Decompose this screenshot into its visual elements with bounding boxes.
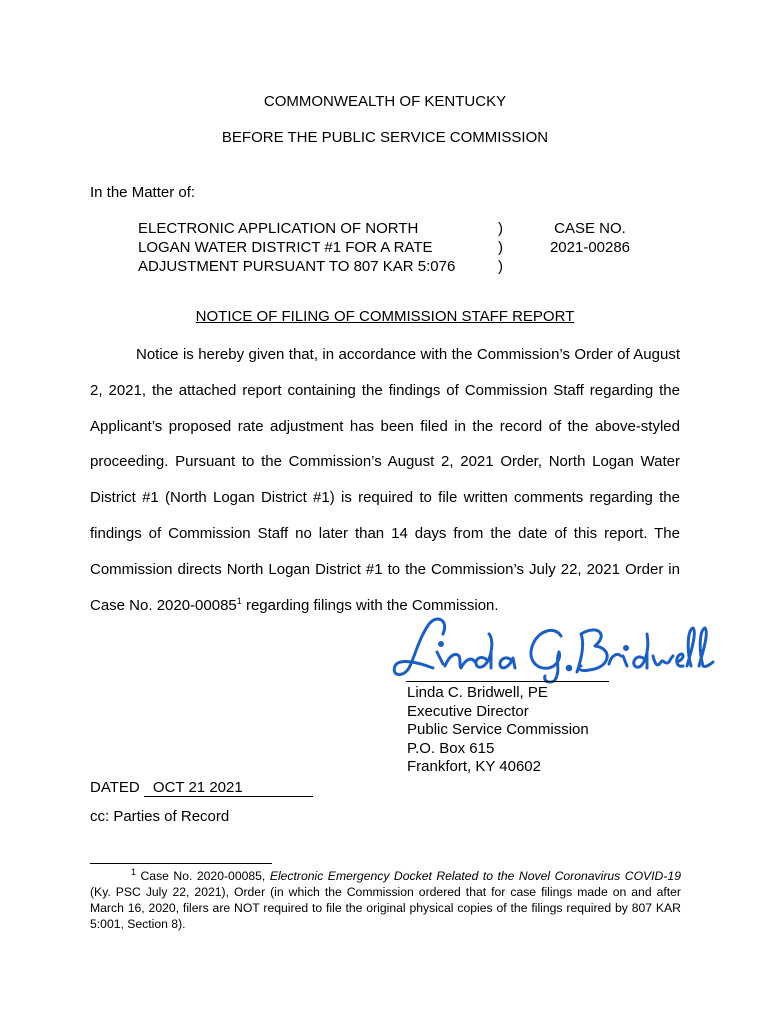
dated-line (90, 779, 313, 797)
case-label: CASE NO. (554, 220, 626, 237)
matter-intro: In the Matter of: (90, 184, 196, 201)
signer-po-box: P.O. Box 615 (407, 739, 495, 757)
footnote-case-ref: Case No. 2020-00085, (136, 869, 270, 883)
header-line-2: BEFORE THE PUBLIC SERVICE COMMISSION (221, 129, 549, 146)
notice-body (90, 337, 680, 623)
case-caption-title (138, 219, 455, 276)
signer-city: Frankfort, KY 40602 (407, 758, 541, 775)
signer-title: Executive Director (407, 702, 529, 720)
handwritten-signature (385, 612, 715, 686)
case-number-block (540, 219, 640, 257)
notice-body-text: Notice is hereby given that, in accordance with the Commission’s Order of August 2, 2021, the attached report containing the findings of Commission Staff regarding the Applicant’s proposed rate adjustment has been filed in the record of the above-styled proceeding. Pursuant to the Commission’s August 2, 2021 Order, North Logan Water District #1 (North Logan District #1) is required to file written comments regarding the findings of Commission Staff no later than 14 days from the date of this report. The Commission directs North Logan District #1 to the Commission’s July 22, 2021 Order in Case No. 2020-00085 (90, 346, 680, 614)
footnote-divider (90, 863, 272, 864)
caption-parens (498, 219, 503, 276)
footnote-number: 1 (130, 866, 136, 877)
signature-block (407, 684, 589, 777)
signature-line (406, 681, 609, 682)
caption-line: LOGAN WATER DISTRICT #1 FOR A RATE (138, 239, 433, 256)
caption-line: ELECTRONIC APPLICATION OF NORTH (138, 220, 419, 237)
footnote-ref: 1 (236, 595, 242, 606)
caption-paren: ) (498, 239, 503, 256)
case-number: 2021-00286 (549, 239, 631, 256)
dated-label: DATED (90, 779, 140, 796)
footnote-italic-title: Electronic Emergency Docket Related to the Novel Coronavirus COVID-19 (269, 869, 681, 883)
caption-paren: ) (498, 220, 503, 237)
caption-line: ADJUSTMENT PURSUANT TO 807 KAR 5:076 (138, 258, 456, 275)
footnote (90, 868, 681, 932)
cc-line: cc: Parties of Record (90, 808, 230, 825)
caption-paren: ) (498, 258, 503, 275)
notice-title: NOTICE OF FILING OF COMMISSION STAFF REPORT (195, 308, 575, 325)
dated-value: OCT 21 2021 (144, 780, 313, 797)
header-line-1: COMMONWEALTH OF KENTUCKY (263, 93, 507, 110)
signer-name: Linda C. Bridwell, PE (407, 684, 548, 701)
notice-body-tail: regarding filings with the Commission. (241, 596, 499, 614)
signer-org: Public Service Commission (407, 721, 589, 738)
footnote-rest: (Ky. PSC July 22, 2021), Order (in which the Commission ordered that for case filings made on and after March 16, 2020, filers are NOT required to file the original physical copies of the filings required by 807 KAR 5:001, Section 8). (90, 885, 681, 931)
